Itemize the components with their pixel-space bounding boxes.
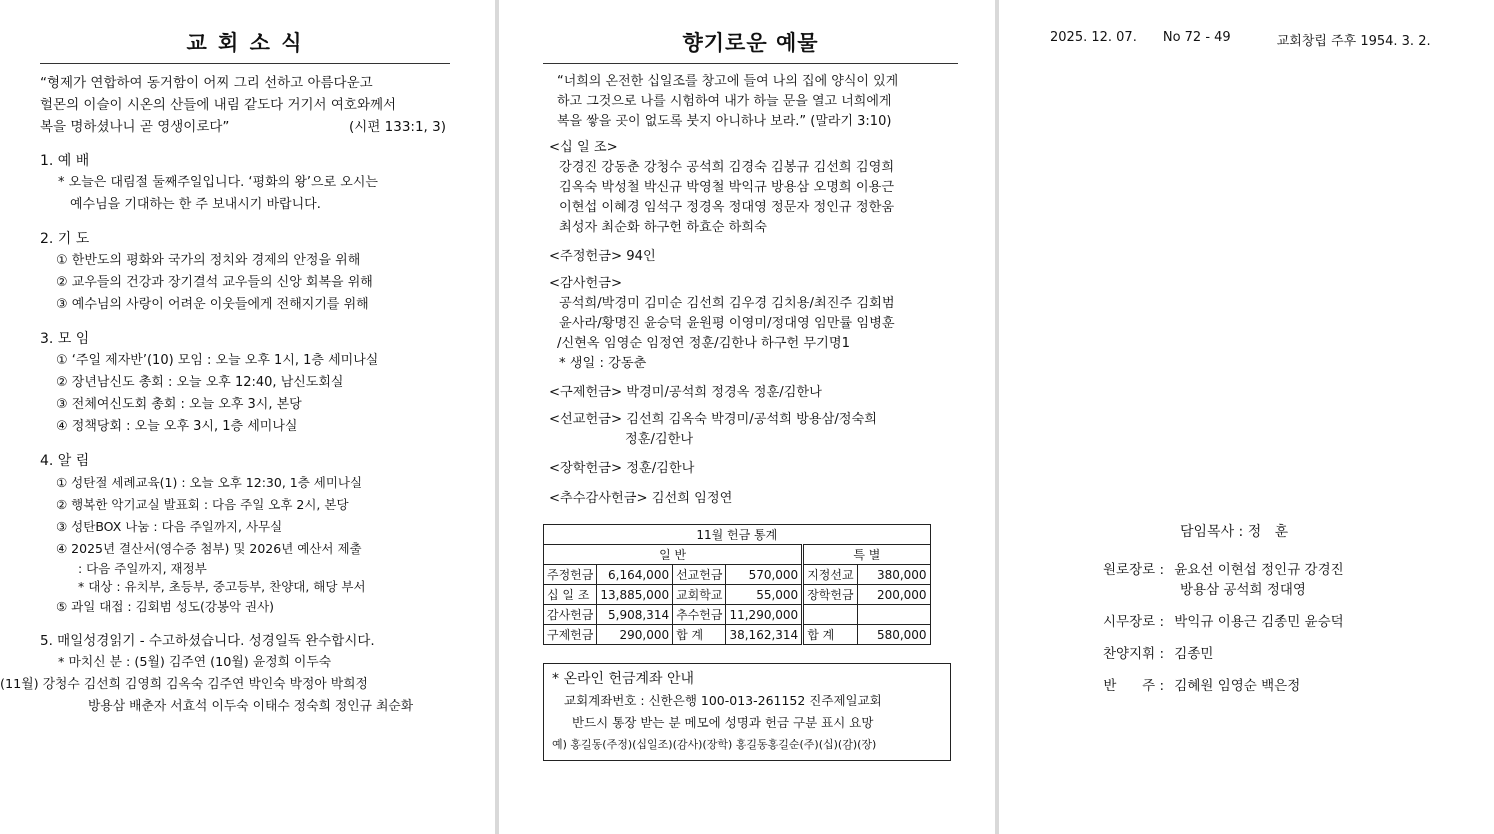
prayer-item: ② 교우들의 건강과 장기결석 교우들의 신앙 회복을 위해 (56, 275, 373, 290)
notice-item: ② 행복한 악기교실 발표회 : 다음 주일 오후 2시, 본당 (56, 497, 349, 512)
verse-line (40, 116, 450, 138)
verse-line: “형제가 연합하여 동거함이 어찌 그리 선하고 아름다운고 (40, 75, 373, 91)
prayer-item: ① 한반도의 평화와 국가의 정치와 경제의 안정을 위해 (56, 253, 361, 268)
verse-line: 하고 그것으로 나를 시험하여 내가 하늘 문을 열고 너희에게 (557, 94, 892, 109)
table-cell: 200,000 (857, 585, 930, 605)
table-cell: 지정선교 (803, 565, 857, 585)
table-cell: 11,290,000 (726, 605, 803, 625)
table-cell: 추수헌금 (673, 605, 726, 625)
table-row (544, 605, 931, 625)
tithe-names: 이현섭 이혜경 임석구 정경옥 정대영 정문자 정인규 정한움 (559, 200, 895, 215)
worship-line: 예수님을 기대하는 한 주 보내시기 바랍니다. (70, 197, 321, 212)
malachi-verse (543, 72, 958, 132)
table-cell: 38,162,314 (726, 625, 803, 645)
table-cell: 6,164,000 (597, 565, 673, 585)
prayer-item: ③ 예수님의 사랑이 어려운 이웃들에게 전해지기를 위해 (56, 297, 369, 312)
accomp-names: 김혜원 임영순 백은정 (1174, 678, 1301, 694)
panel-divider-left (495, 0, 499, 834)
notice-subline: : 다음 주일까지, 재정부 (78, 561, 207, 576)
emeritus-label: 원로장로 : (1102, 562, 1164, 578)
section-meetings-heading: 3. 모 임 (40, 331, 90, 347)
accomp-label: 반 주 : (1103, 678, 1164, 694)
table-cell: 380,000 (857, 565, 930, 585)
notice-item: ① 성탄절 세례교육(1) : 오늘 오후 12:30, 1층 세미나실 (56, 475, 363, 490)
table-cell: 55,000 (726, 585, 803, 605)
table-cell: 감사헌금 (544, 605, 597, 625)
table-cell: 교회학교 (673, 585, 726, 605)
emeritus-elders-cont: 방용삼 공석희 정대영 (1180, 582, 1306, 598)
harvest-offering: <추수감사헌금> 김선희 임정연 (549, 491, 733, 506)
tithe-heading: <십 일 조> (549, 140, 618, 155)
emeritus-elders (1090, 560, 1344, 580)
choir-director (1090, 644, 1344, 664)
church-news-title: 교 회 소 식 (186, 31, 304, 55)
table-cell: 합 계 (673, 625, 726, 645)
meeting-item: ① ‘주일 제자반’(10) 모임 : 오늘 오후 1시, 1층 세미나실 (56, 353, 379, 368)
worship-line: * 오늘은 대림절 둘째주일입니다. ‘평화의 왕’으로 오시는 (58, 175, 378, 190)
account-memo-note: 반드시 통장 받는 분 메모에 성명과 헌금 구분 표시 요망 (572, 715, 874, 730)
table-row (544, 565, 931, 585)
title-rule (40, 63, 450, 64)
weekly-offering: <주정헌금> 94인 (549, 249, 656, 264)
offerings-panel (543, 0, 958, 834)
table-cell (857, 605, 930, 625)
table-cell: 13,885,000 (597, 585, 673, 605)
scholarship-offering: <장학헌금> 정훈/김한나 (549, 461, 695, 476)
table-cell: 십 일 조 (544, 585, 597, 605)
notice-item: ⑤ 과일 대접 : 김회범 성도(강봉악 권사) (56, 599, 275, 614)
bulletin-number: No 72 - 49 (1162, 30, 1231, 45)
table-cell: 570,000 (726, 565, 803, 585)
notice-item: ③ 성탄BOX 나눔 : 다음 주일까지, 사무실 (56, 519, 283, 534)
thanks-names: 윤사라/황명진 윤승덕 윤원평 이영미/정대영 임만률 임병훈 (559, 316, 895, 331)
verse-line: 복을 쌓을 곳이 없도록 붓지 아니하나 보라.” (말라기 3:10) (557, 114, 892, 129)
thanks-names: /신현옥 임영순 임정연 정훈/김한나 하구헌 무기명1 (557, 336, 851, 351)
birthday-note: * 생일 : 강동춘 (559, 356, 647, 371)
emeritus-names: 윤요선 이현섭 정인규 강경진 (1174, 562, 1344, 578)
tithe-section (543, 138, 958, 238)
table-row (544, 625, 931, 645)
header-general: 일 반 (544, 545, 803, 565)
verse-line: “너희의 온전한 십일조를 창고에 들여 나의 집에 양식이 있게 (557, 74, 899, 89)
bulletin-date: 2025. 12. 07. (1050, 30, 1137, 45)
table-header-row (544, 545, 931, 565)
section-worship-heading: 1. 예 배 (40, 153, 90, 169)
section-bible-reading-heading: 5. 매일성경읽기 - 수고하셨습니다. 성경일독 완수합시다. (40, 633, 375, 649)
active-elders (1090, 612, 1344, 632)
relief-offering: <구제헌금> 박경미/공석희 정경옥 정훈/김한나 (549, 385, 822, 400)
section-prayer-heading: 2. 기 도 (40, 231, 90, 247)
thanks-section (543, 274, 958, 374)
notice-item: ④ 2025년 결산서(영수증 첨부) 및 2026년 예산서 제출 (56, 541, 362, 556)
mission-offering (543, 410, 958, 450)
account-example: 예) 홍길동(주정)(십일조)(감사)(장학) 홍길동홍길순(주)(십)(감)(장) (552, 738, 877, 751)
meeting-item: ④ 정책당회 : 오늘 오후 3시, 1층 세미나실 (56, 419, 298, 434)
mission-line: 정훈/김한나 (625, 432, 694, 447)
staff-list (1090, 560, 1344, 696)
table-row (544, 585, 931, 605)
active-names: 박익규 이용근 김종민 윤승덕 (1174, 614, 1344, 630)
section-notices-body (40, 472, 450, 618)
bulletin-info-panel (1050, 0, 1470, 834)
psalm-verse (40, 72, 450, 138)
title-rule (543, 63, 958, 64)
section-prayer-body (40, 250, 450, 316)
table-title: 11월 헌금 통계 (544, 525, 931, 545)
pastor-line: 담임목사 : 정 훈 (1180, 524, 1289, 540)
choir-label: 찬양지휘 : (1102, 646, 1164, 662)
meeting-item: ② 장년남신도 총회 : 오늘 오후 12:40, 남신도회실 (56, 375, 344, 390)
active-label: 시무장로 : (1102, 614, 1164, 630)
section-notices-heading: 4. 알 림 (40, 453, 90, 469)
tithe-names: 김옥숙 박성철 박신규 박영철 박익규 방용삼 오명희 이용근 (559, 180, 895, 195)
accompanists (1090, 676, 1344, 696)
account-number: 교회계좌번호 : 신한은행 100-013-261152 진주제일교회 (564, 693, 882, 708)
table-cell: 구제헌금 (544, 625, 597, 645)
choir-name: 김종민 (1174, 646, 1214, 662)
online-account-box (543, 663, 951, 761)
church-founded: 교회창립 주후 1954. 3. 2. (1276, 34, 1431, 49)
notice-subline: * 대상 : 유치부, 초등부, 중고등부, 찬양대, 해당 부서 (78, 579, 366, 594)
table-cell (803, 605, 857, 625)
account-heading: * 온라인 헌금계좌 안내 (552, 671, 695, 687)
offerings-title: 향기로운 예물 (682, 31, 819, 55)
section-meetings-body (40, 350, 450, 438)
table-cell: 5,908,314 (597, 605, 673, 625)
church-news-panel (0, 0, 450, 834)
tithe-names: 최성자 최순화 하구헌 하효순 하희숙 (559, 220, 767, 235)
table-cell: 580,000 (857, 625, 930, 645)
reading-line: (11월) 강청수 김선희 김영희 김옥숙 김주연 박인숙 박정아 박희정 (0, 677, 368, 692)
thanks-heading: <감사헌금> (549, 276, 623, 291)
table-cell: 290,000 (597, 625, 673, 645)
bulletin-header-line (1050, 30, 1470, 49)
mission-line: <선교헌금> 김선희 김옥숙 박경미/공석희 방용삼/정숙희 (549, 412, 878, 427)
table-cell: 합 계 (803, 625, 857, 645)
reading-line: 방용삼 배춘자 서효석 이두숙 이태수 정숙희 정인규 최순화 (88, 699, 414, 714)
table-cell: 선교헌금 (673, 565, 726, 585)
table-cell: 주정헌금 (544, 565, 597, 585)
section-worship-body (40, 172, 450, 216)
verse-line: 헐몬의 이슬이 시온의 산들에 내림 같도다 거기서 여호와께서 (40, 97, 397, 113)
verse-reference: (시편 133:1, 3) (349, 119, 446, 135)
header-special: 특 별 (803, 545, 930, 565)
table-title-row (544, 525, 931, 545)
reading-line: * 마치신 분 : (5월) 김주연 (10월) 윤정희 이두숙 (58, 655, 332, 670)
verse-line-text: 복을 명하셨나니 곧 영생이로다” (40, 119, 230, 135)
offering-stats-table (543, 524, 931, 645)
thanks-names: 공석희/박경미 김미순 김선희 김우경 김치용/최진주 김회범 (559, 296, 895, 311)
table-cell: 장학헌금 (803, 585, 857, 605)
section-bible-reading-body (0, 652, 450, 718)
meeting-item: ③ 전체여신도회 총회 : 오늘 오후 3시, 본당 (56, 397, 302, 412)
tithe-names: 강경진 강동춘 강청수 공석희 김경숙 김봉규 김선희 김영희 (559, 160, 895, 175)
panel-divider-right (995, 0, 999, 834)
